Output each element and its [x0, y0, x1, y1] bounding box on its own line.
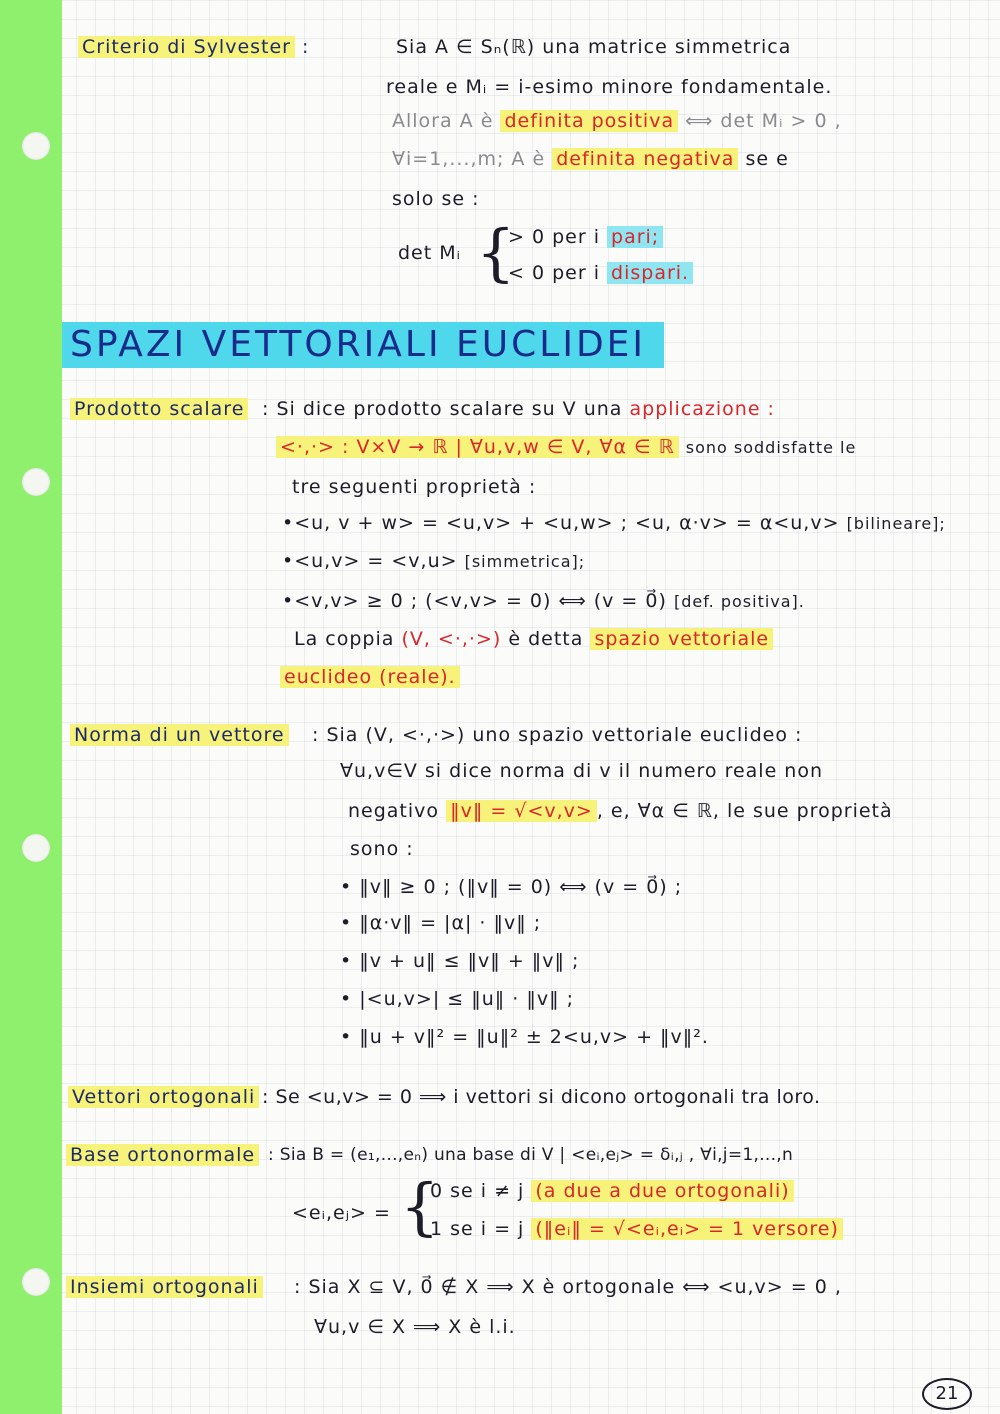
binder-hole — [22, 468, 50, 496]
prodotto-line-7: La coppia (V, <·,·>) è detta spazio vettoriale — [294, 626, 773, 652]
sylvester-det: det Mᵢ — [398, 242, 462, 264]
norma-line-4: sono : — [350, 838, 414, 860]
prodotto-bullet-2: •<u,v> = <v,u> [simmetrica]; — [282, 550, 586, 572]
base-case-1: 0 se i ≠ j (a due a due ortogonali) — [430, 1178, 794, 1204]
norma-bullet-1: • ‖v‖ ≥ 0 ; (‖v‖ = 0) ⟺ (v = 0⃗) ; — [340, 876, 683, 898]
insiemi-line-1: : Sia X ⊆ V, 0⃗ ∉ X ⟹ X è ortogonale ⟺ <u,v> = 0 , — [294, 1276, 842, 1298]
base-label: Base ortonormale — [66, 1142, 259, 1168]
sylvester-line-5: solo se : — [392, 188, 480, 210]
prodotto-bullet-3: •<v,v> ≥ 0 ; (<v,v> = 0) ⟺ (v = 0⃗) [def. positiva]. — [282, 590, 805, 612]
page-number: 21 — [922, 1378, 972, 1410]
insiemi-line-2: ∀u,v ∈ X ⟹ X è l.i. — [314, 1316, 516, 1338]
ortogonali-label: Vettori ortogonali — [68, 1084, 259, 1110]
green-margin-strip — [0, 0, 62, 1414]
sylvester-case-2: < 0 per i dispari. — [508, 260, 693, 286]
base-brace: { — [400, 1170, 440, 1243]
base-lhs: <eᵢ,eⱼ> = — [292, 1202, 391, 1224]
sylvester-line-1: Sia A ∈ Sₙ(ℝ) una matrice simmetrica — [396, 36, 792, 58]
sylvester-case-1: > 0 per i pari; — [508, 224, 663, 250]
ortogonali-text: : Se <u,v> = 0 ⟹ i vettori si dicono ortogonali tra loro. — [262, 1086, 821, 1108]
prodotto-line-2: <·,·> : V×V → ℝ | ∀u,v,w ∈ V, ∀α ∈ ℝ sono soddisfatte le — [276, 434, 856, 461]
norma-line-2: ∀u,v∈V si dice norma di v il numero reale non — [340, 760, 824, 782]
binder-hole — [22, 132, 50, 160]
norma-bullet-3: • ‖v + u‖ ≤ ‖v‖ + ‖v‖ ; — [340, 950, 580, 972]
norma-bullet-4: • |<u,v>| ≤ ‖u‖ · ‖v‖ ; — [340, 988, 575, 1010]
norma-bullet-2: • ‖α·v‖ = |α| · ‖v‖ ; — [340, 912, 542, 934]
sylvester-label: Criterio di Sylvester : — [78, 34, 309, 60]
prodotto-label: Prodotto scalare — [70, 396, 248, 422]
insiemi-label: Insiemi ortogonali — [66, 1274, 263, 1300]
prodotto-line-1: : Si dice prodotto scalare su V una applicazione : — [262, 398, 775, 420]
binder-hole — [22, 1268, 50, 1296]
section-title: SPAZI VETTORIALI EUCLIDEI — [62, 322, 664, 368]
sylvester-line-2: reale e Mᵢ = i-esimo minore fondamentale. — [386, 76, 833, 98]
sylvester-line-4: ∀i=1,...,m; A è definita negativa se e — [392, 148, 789, 170]
norma-line-1: : Sia (V, <·,·>) uno spazio vettoriale euclideo : — [312, 724, 803, 746]
binder-hole — [22, 834, 50, 862]
base-line-1: : Sia B = (e₁,...,eₙ) una base di V | <eᵢ,eⱼ> = δᵢ,ⱼ , ∀i,j=1,...,n — [268, 1145, 794, 1165]
prodotto-line-3: tre seguenti proprietà : — [292, 476, 537, 498]
prodotto-line-8: euclideo (reale). — [280, 664, 460, 690]
norma-line-3: negativo ‖v‖ = √<v,v> , e, ∀α ∈ ℝ, le sue proprietà — [348, 800, 893, 822]
case-brace: { — [476, 216, 516, 289]
norma-bullet-5: • ‖u + v‖² = ‖u‖² ± 2<u,v> + ‖v‖². — [340, 1026, 709, 1048]
norma-label: Norma di un vettore — [70, 722, 289, 748]
prodotto-bullet-1: •<u, v + w> = <u,v> + <u,w> ; <u, α·v> = α<u,v> [bilineare]; — [282, 512, 946, 534]
sylvester-line-3: Allora A è definita positiva ⟺ det Mᵢ > 0 , — [392, 110, 842, 132]
base-case-2: 1 se i = j (‖eᵢ‖ = √<eᵢ,eᵢ> = 1 versore) — [430, 1216, 843, 1242]
